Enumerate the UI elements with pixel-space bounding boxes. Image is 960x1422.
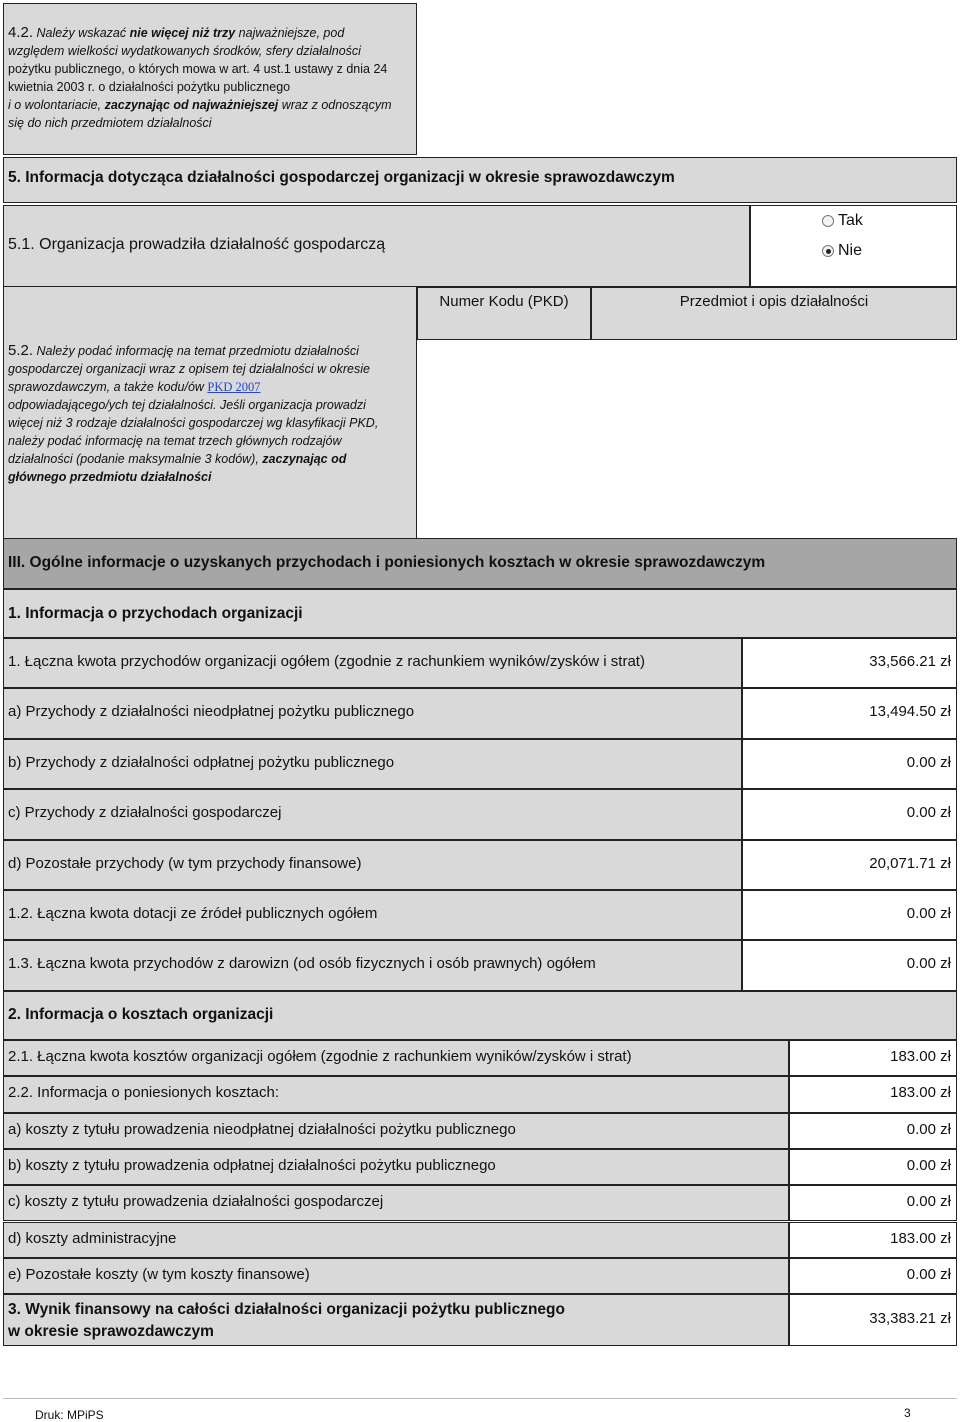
pkd-header-label: Numer Kodu (PKD): [439, 293, 569, 310]
revenue-row-label: 1. Łączna kwota przychodów organizacji ogółem (zgodnie z rachunkiem wyników/zysków i strat): [8, 653, 645, 670]
cost-row-value: 183.00 zł: [890, 1084, 951, 1102]
q-5-2-text: 5.2. Należy podać informację na temat przedmiotu działalności gospodarczej organizacji wraz z opisem tej działalności w okresie sprawozdawczym, a także kodu/ów PKD 2007 odpowiadającego/ych tej działalności. Jeśli organizacja prowadzi więcej niż 3 rodzaje działalności gospodarczej wg klasyfikacji PKD, należy podać informację na temat trzech głównych rodzajów działalności (podanie maksymalnie 3 kodów), zaczynając od głównego przedmiotu działalności: [8, 342, 379, 484]
cost-row-label: e) Pozostałe koszty (w tym koszty finansowe): [8, 1265, 310, 1283]
cost-row-value: 0.00 zł: [906, 1193, 951, 1211]
result-label: 3. Wynik finansowy na całości działalności organizacji pożytku publicznego w okresie sprawozdawczym: [8, 1301, 565, 1340]
cost-row-value: 0.00 zł: [906, 1265, 951, 1283]
radio-nie[interactable]: Nie: [822, 242, 862, 260]
cost-row-label: d) koszty administracyjne: [8, 1229, 177, 1247]
revenue-row-label: a) Przychody z działalności nieodpłatnej pożytku publicznego: [8, 703, 415, 721]
revenue-row-value: 0.00 zł: [906, 955, 951, 973]
revenue-row-label: b) Przychody z działalności odpłatnej pożytku publicznego: [8, 753, 395, 771]
footer-print: Druk: MPiPS: [35, 1408, 104, 1422]
q-5-1-label: 5.1. Organizacja prowadziła działalność gospodarczą: [8, 236, 386, 253]
cost-row-label: b) koszty z tytułu prowadzenia odpłatnej działalności pożytku publicznego: [8, 1156, 496, 1174]
revenue-row-label: 1.2. Łączna kwota dotacji ze źródeł publicznych ogółem: [8, 905, 378, 922]
radio-tak[interactable]: Tak: [822, 212, 863, 230]
pkd-2007-link[interactable]: PKD 2007: [207, 380, 261, 394]
cost-row-label: 2.2. Informacja o poniesionych kosztach:: [8, 1084, 279, 1102]
revenue-row-value: 33,566.21 zł: [869, 653, 951, 670]
desc-header-label: Przedmiot i opis działalności: [679, 293, 869, 310]
cost-row-label: c) koszty z tytułu prowadzenia działalności gospodarczej: [8, 1193, 384, 1211]
cost-row-label: 2.1. Łączna kwota kosztów organizacji ogółem (zgodnie z rachunkiem wyników/zysków i strat): [8, 1048, 632, 1065]
footer-page-number: 3: [904, 1406, 911, 1420]
revenue-row-label: c) Przychody z działalności gospodarczej: [8, 804, 282, 822]
footer-rule: [3, 1398, 957, 1399]
revenue-title: 1. Informacja o przychodach organizacji: [8, 605, 303, 622]
cost-row-value: 0.00 zł: [906, 1156, 951, 1174]
result-value: 33,383.21 zł: [869, 1310, 951, 1327]
revenue-row-value: 0.00 zł: [906, 804, 951, 822]
cost-row-label: a) koszty z tytułu prowadzenia nieodpłatnej działalności pożytku publicznego: [8, 1120, 516, 1138]
revenue-row-label: 1.3. Łączna kwota przychodów z darowizn (od osób fizycznych i osób prawnych) ogółem: [8, 955, 596, 973]
radio-nie-icon[interactable]: [822, 245, 834, 257]
cost-row-value: 183.00 zł: [890, 1229, 951, 1247]
revenue-row-value: 0.00 zł: [906, 753, 951, 771]
revenue-row-value: 20,071.71 zł: [869, 854, 951, 872]
section-5-title: 5. Informacja dotycząca działalności gospodarczej organizacji w okresie sprawozdawczym: [8, 169, 675, 186]
cost-row-value: 0.00 zł: [906, 1120, 951, 1138]
section-iii-title: III. Ogólne informacje o uzyskanych przychodach i poniesionych kosztach w okresie sprawozdawczym: [8, 554, 766, 571]
section-4-2-text: 4.2. Należy wskazać nie więcej niż trzy najważniejsze, pod względem wielkości wydatkowanych środków, sfery działalności pożytku publicznego, o których mowa w art. 4 ust.1 ustawy z dnia 24 kwietnia 2003 r. o działalności pożytku publicznego i o wolontariacie, zaczynając od najważniejszej wraz z odnoszącym się do nich przedmiotem działalności: [8, 24, 392, 130]
cost-row-value: 183.00 zł: [890, 1048, 951, 1065]
revenue-row-value: 13,494.50 zł: [869, 703, 951, 721]
radio-tak-icon[interactable]: [822, 215, 834, 227]
revenue-row-value: 0.00 zł: [906, 905, 951, 922]
revenue-row-label: d) Pozostałe przychody (w tym przychody finansowe): [8, 854, 362, 872]
cost-title: 2. Informacja o kosztach organizacji: [8, 1006, 274, 1023]
